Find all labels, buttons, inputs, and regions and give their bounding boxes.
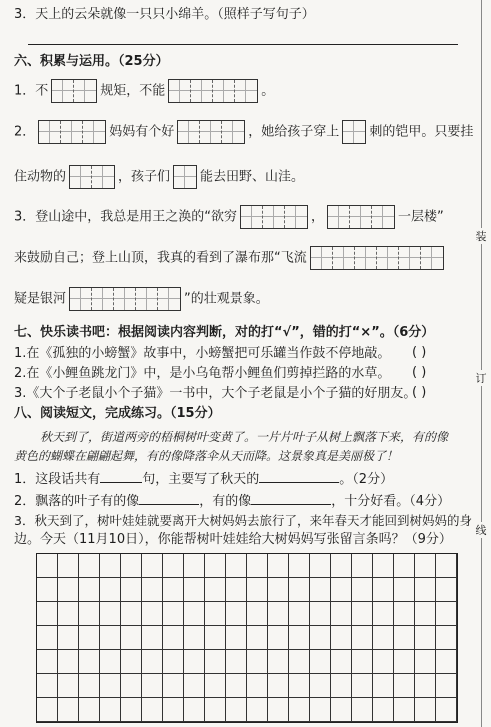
writing-cell[interactable]	[394, 626, 415, 650]
writing-cell[interactable]	[205, 698, 226, 722]
writing-cell[interactable]	[58, 602, 79, 626]
writing-cell[interactable]	[436, 626, 457, 650]
writing-cell[interactable]	[436, 698, 457, 722]
writing-cell[interactable]	[436, 578, 457, 602]
writing-cell[interactable]	[163, 650, 184, 674]
writing-cell[interactable]	[100, 650, 121, 674]
writing-cell[interactable]	[310, 650, 331, 674]
char-grid[interactable]	[69, 287, 181, 311]
writing-cell[interactable]	[205, 650, 226, 674]
writing-cell[interactable]	[352, 674, 373, 698]
writing-cell[interactable]	[331, 554, 352, 578]
writing-cell[interactable]	[163, 698, 184, 722]
writing-cell[interactable]	[331, 578, 352, 602]
writing-cell[interactable]	[352, 698, 373, 722]
writing-cell[interactable]	[310, 554, 331, 578]
writing-cell[interactable]	[37, 578, 58, 602]
section-8-title: 八、阅读短文，完成练习。（15分）	[14, 406, 221, 421]
writing-cell[interactable]	[394, 698, 415, 722]
writing-cell[interactable]	[205, 674, 226, 698]
writing-cell[interactable]	[415, 650, 436, 674]
writing-cell[interactable]	[121, 698, 142, 722]
writing-cell[interactable]	[37, 554, 58, 578]
binding-char-2: 订	[475, 372, 487, 385]
passage-line-1: 秋天到了，街道两旁的梧桐树叶变黄了。一片片叶子从树上飘落下来，有的像	[40, 430, 449, 444]
writing-cell[interactable]	[331, 602, 352, 626]
writing-cell[interactable]	[289, 650, 310, 674]
writing-cell[interactable]	[373, 602, 394, 626]
writing-cell[interactable]	[310, 578, 331, 602]
answer-blank[interactable]	[259, 468, 339, 483]
writing-cell[interactable]	[163, 554, 184, 578]
writing-cell[interactable]	[79, 554, 100, 578]
writing-cell[interactable]	[289, 578, 310, 602]
writing-cell[interactable]	[394, 650, 415, 674]
judge-item-3: 3.《大个子老鼠小个子猫》一书中，大个子老鼠是小个子猫的好朋友。	[14, 386, 417, 401]
writing-cell[interactable]	[205, 602, 226, 626]
answer-blank[interactable]	[139, 490, 199, 505]
writing-cell[interactable]	[226, 554, 247, 578]
sec8-question-3b: 边。今天（11月10日），你能帮树叶娃娃给大树妈妈写张留言条吗？（9分）	[14, 532, 452, 547]
answer-line	[28, 44, 458, 45]
writing-cell[interactable]	[310, 626, 331, 650]
sec6-line-3b: 来鼓励自己；登上山顶，我真的看到了瀑布那“飞流	[14, 246, 447, 270]
writing-cell[interactable]	[205, 554, 226, 578]
writing-cell[interactable]	[331, 626, 352, 650]
writing-cell[interactable]	[268, 650, 289, 674]
writing-cell[interactable]	[310, 698, 331, 722]
writing-cell[interactable]	[436, 554, 457, 578]
binding-char-3: 线	[475, 524, 487, 537]
writing-cell[interactable]	[184, 602, 205, 626]
writing-cell[interactable]	[163, 626, 184, 650]
writing-cell[interactable]	[58, 650, 79, 674]
sec8-question-1: 1．这段话共有 句，主要写了秋天的 。（2分）	[14, 468, 393, 489]
writing-cell[interactable]	[100, 626, 121, 650]
writing-cell[interactable]	[373, 578, 394, 602]
writing-cell[interactable]	[436, 650, 457, 674]
binding-line	[481, 0, 482, 727]
writing-cell[interactable]	[289, 626, 310, 650]
writing-cell[interactable]	[205, 578, 226, 602]
writing-cell[interactable]	[310, 674, 331, 698]
writing-cell[interactable]	[268, 602, 289, 626]
writing-cell[interactable]	[394, 554, 415, 578]
writing-cell[interactable]	[184, 698, 205, 722]
sec6-line-1: 1．不 规矩，不能 。	[14, 79, 274, 103]
writing-cell[interactable]	[121, 602, 142, 626]
writing-cell[interactable]	[79, 650, 100, 674]
writing-cell[interactable]	[331, 674, 352, 698]
sec8-question-2: 2．飘落的叶子有的像 ，有的像 ，十分好看。（4分）	[14, 490, 450, 511]
writing-cell[interactable]	[436, 602, 457, 626]
writing-cell[interactable]	[58, 698, 79, 722]
char-grid[interactable]	[69, 165, 115, 189]
writing-cell[interactable]	[226, 578, 247, 602]
writing-cell[interactable]	[247, 602, 268, 626]
writing-cell[interactable]	[415, 602, 436, 626]
answer-paren[interactable]: ( )	[412, 345, 427, 360]
sec6-line-2b: 住动物的 ，孩子们 能去田野、山洼。	[14, 165, 304, 189]
writing-cell[interactable]	[58, 674, 79, 698]
writing-cell[interactable]	[121, 554, 142, 578]
writing-cell[interactable]	[268, 554, 289, 578]
writing-cell[interactable]	[394, 578, 415, 602]
char-grid[interactable]	[38, 120, 106, 144]
writing-cell[interactable]	[100, 674, 121, 698]
sec6-line-3: 3．登山途中，我总是用王之涣的“欲穷 ， 一层楼”	[14, 205, 444, 229]
writing-cell[interactable]	[184, 674, 205, 698]
writing-cell[interactable]	[247, 698, 268, 722]
writing-cell[interactable]	[289, 674, 310, 698]
passage-line-2: 黄色的蝴蝶在翩翩起舞，有的像降落伞从天而降。这景象真是美丽极了！	[14, 449, 399, 463]
writing-cell[interactable]	[226, 674, 247, 698]
binding-char-1: 装	[475, 230, 487, 243]
writing-cell[interactable]	[142, 674, 163, 698]
writing-cell[interactable]	[163, 674, 184, 698]
writing-cell[interactable]	[37, 674, 58, 698]
writing-cell[interactable]	[142, 626, 163, 650]
writing-cell[interactable]	[100, 602, 121, 626]
sec6-line-3c: 疑是银河 ”的壮观景象。	[14, 287, 269, 311]
char-grid[interactable]	[342, 120, 366, 144]
writing-cell[interactable]	[394, 674, 415, 698]
writing-cell[interactable]	[142, 698, 163, 722]
writing-cell[interactable]	[100, 698, 121, 722]
writing-cell[interactable]	[100, 578, 121, 602]
writing-cell[interactable]	[331, 698, 352, 722]
writing-cell[interactable]	[394, 602, 415, 626]
writing-cell[interactable]	[268, 698, 289, 722]
writing-cell[interactable]	[37, 626, 58, 650]
writing-cell[interactable]	[226, 626, 247, 650]
answer-blank[interactable]	[251, 490, 331, 505]
sec8-question-3: 3．秋天到了，树叶娃娃就要离开大树妈妈去旅行了，来年春天才能回到树妈妈的身	[14, 513, 472, 528]
writing-cell[interactable]	[415, 554, 436, 578]
writing-cell[interactable]	[79, 698, 100, 722]
writing-cell[interactable]	[163, 578, 184, 602]
writing-cell[interactable]	[373, 698, 394, 722]
char-grid[interactable]	[327, 205, 395, 229]
writing-cell[interactable]	[79, 578, 100, 602]
writing-cell[interactable]	[226, 650, 247, 674]
writing-cell[interactable]	[184, 650, 205, 674]
writing-cell[interactable]	[184, 626, 205, 650]
writing-cell[interactable]	[100, 554, 121, 578]
writing-cell[interactable]	[226, 602, 247, 626]
writing-cell[interactable]	[352, 578, 373, 602]
writing-cell[interactable]	[352, 650, 373, 674]
section-7-title: 七、快乐读书吧：根据阅读内容判断，对的打“√”，错的打“×”。（6分）	[14, 325, 435, 340]
writing-cell[interactable]	[142, 602, 163, 626]
answer-blank[interactable]	[100, 468, 142, 483]
judge-item-1: 1.在《孤独的小螃蟹》故事中，小螃蟹把可乐罐当作鼓不停地敲。	[14, 346, 391, 361]
writing-grid[interactable]	[36, 553, 458, 723]
writing-cell[interactable]	[121, 650, 142, 674]
writing-cell[interactable]	[142, 554, 163, 578]
writing-cell[interactable]	[415, 578, 436, 602]
writing-cell[interactable]	[373, 674, 394, 698]
writing-cell[interactable]	[373, 626, 394, 650]
writing-cell[interactable]	[289, 698, 310, 722]
writing-cell[interactable]	[247, 554, 268, 578]
writing-cell[interactable]	[226, 698, 247, 722]
writing-cell[interactable]	[415, 626, 436, 650]
writing-cell[interactable]	[436, 674, 457, 698]
sec6-line-2: 2． 妈妈有个好 ，她给孩子穿上 刺的铠甲。只要挂	[14, 120, 473, 144]
writing-cell[interactable]	[163, 602, 184, 626]
answer-paren[interactable]: ( )	[412, 365, 427, 380]
writing-cell[interactable]	[331, 650, 352, 674]
answer-paren[interactable]: ( )	[412, 385, 427, 400]
writing-cell[interactable]	[121, 674, 142, 698]
writing-cell[interactable]	[184, 554, 205, 578]
writing-cell[interactable]	[58, 626, 79, 650]
writing-cell[interactable]	[184, 578, 205, 602]
writing-cell[interactable]	[58, 554, 79, 578]
writing-cell[interactable]	[268, 626, 289, 650]
writing-cell[interactable]	[79, 602, 100, 626]
writing-cell[interactable]	[373, 554, 394, 578]
writing-cell[interactable]	[142, 650, 163, 674]
writing-cell[interactable]	[37, 602, 58, 626]
char-grid[interactable]	[173, 165, 197, 189]
writing-cell[interactable]	[373, 650, 394, 674]
char-grid[interactable]	[168, 79, 258, 103]
writing-cell[interactable]	[121, 578, 142, 602]
writing-cell[interactable]	[58, 578, 79, 602]
char-grid[interactable]	[310, 246, 444, 270]
writing-cell[interactable]	[352, 554, 373, 578]
writing-cell[interactable]	[289, 554, 310, 578]
writing-cell[interactable]	[415, 674, 436, 698]
writing-cell[interactable]	[247, 578, 268, 602]
writing-cell[interactable]	[415, 698, 436, 722]
writing-cell[interactable]	[268, 578, 289, 602]
char-grid[interactable]	[240, 205, 308, 229]
writing-cell[interactable]	[37, 650, 58, 674]
writing-cell[interactable]	[79, 674, 100, 698]
writing-cell[interactable]	[205, 626, 226, 650]
writing-cell[interactable]	[268, 674, 289, 698]
judge-item-2: 2.在《小鲤鱼跳龙门》中，是小乌龟帮小鲤鱼们剪掉拦路的水草。	[14, 366, 391, 381]
writing-cell[interactable]	[142, 578, 163, 602]
writing-cell[interactable]	[352, 602, 373, 626]
writing-cell[interactable]	[310, 602, 331, 626]
writing-cell[interactable]	[247, 674, 268, 698]
question-3-top: 3．天上的云朵就像一只只小绵羊。（照样子写句子）	[14, 7, 315, 22]
char-grid[interactable]	[51, 79, 97, 103]
writing-cell[interactable]	[79, 626, 100, 650]
writing-cell[interactable]	[37, 698, 58, 722]
char-grid[interactable]	[177, 120, 245, 144]
writing-cell[interactable]	[247, 626, 268, 650]
writing-cell[interactable]	[121, 626, 142, 650]
writing-cell[interactable]	[247, 650, 268, 674]
section-6-title: 六、积累与运用。（25分）	[14, 54, 169, 69]
writing-cell[interactable]	[352, 626, 373, 650]
writing-cell[interactable]	[289, 602, 310, 626]
